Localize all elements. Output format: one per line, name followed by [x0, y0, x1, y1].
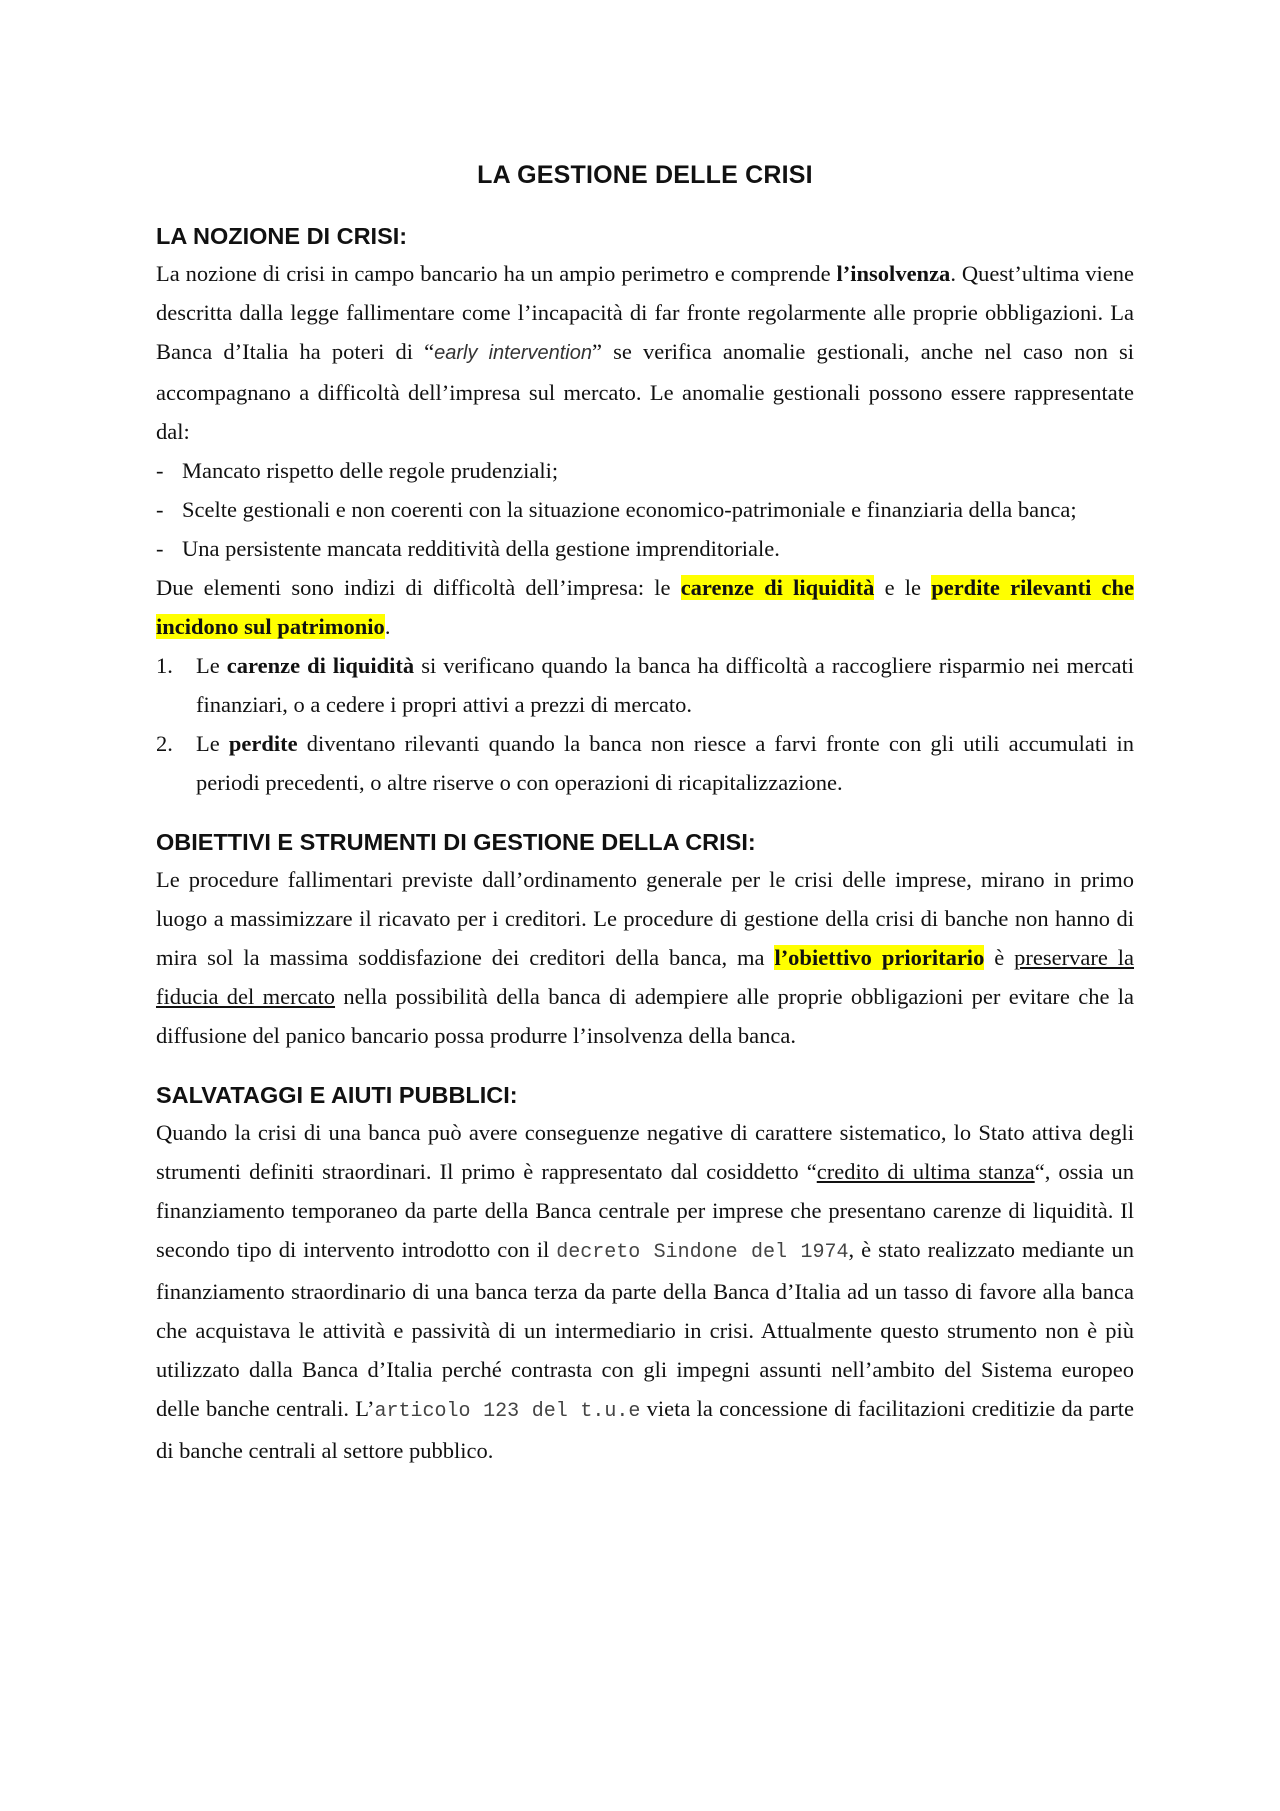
- text-run: ” se verifica anomalie gestionali, anche nel caso non si accompagnano a difficoltà dell’impresa sul mercato. Le anomalie gestionali possono essere rappresentate dal:: [156, 339, 1135, 444]
- numbered-item: [156, 724, 1134, 802]
- paragraph-indizi-difficolta: [156, 568, 1134, 646]
- list-item-text: Mancato rispetto delle regole prudenziali;: [182, 458, 559, 483]
- list-item-text: Scelte gestionali e non coerenti con la situazione economico-patrimoniale e finanziaria della banca;: [182, 497, 1077, 522]
- text-run: Due elementi sono indizi di difficoltà dell’impresa: le: [156, 575, 681, 600]
- text-run: . Quest’ultima viene descritta dalla legge fallimentare come l’incapacità di far fronte regolarmente alle proprie obbligazioni. La Banca d’Italia ha poteri di “: [156, 261, 1134, 364]
- item-number: 1.: [156, 653, 173, 678]
- list-item: [156, 451, 1134, 490]
- paragraph-obiettivi-strumenti: [156, 860, 1134, 1055]
- highlight-carenze-di-liquidita: carenze di liquidità: [680, 575, 875, 600]
- dash-bullet: -: [156, 536, 164, 561]
- paragraph-salvataggi-aiuti: [156, 1113, 1134, 1470]
- dash-bullet: -: [156, 497, 164, 522]
- highlight-perdite-rilevanti: perdite rilevanti che incidono sul patrimonio: [156, 575, 1135, 639]
- mono-articolo-123: articolo 123 del t.u.e: [374, 1400, 641, 1423]
- text-run: La nozione di crisi in campo bancario ha un ampio perimetro e comprende: [156, 261, 837, 286]
- section-heading-salvataggi-aiuti: SALVATAGGI E AIUTI PUBBLICI:: [156, 1082, 518, 1108]
- text-run: Le procedure fallimentari previste dall’ordinamento generale per le crisi delle imprese, mirano in primo luogo a massimizzare il ricavato per i creditori. Le procedure di gestione della crisi di banche non hanno di mira sol la massima soddisfazione dei creditori della banca, ma: [156, 867, 1134, 970]
- list-item-text: Una persistente mancata redditività della gestione imprenditoriale.: [182, 536, 780, 561]
- bold-term-insolvenza: l’insolvenza: [836, 261, 951, 286]
- text-run: è: [984, 945, 1015, 970]
- list-item: [156, 529, 1134, 568]
- text-run: .: [384, 614, 391, 639]
- paragraph-nozione-di-crisi: [156, 254, 1134, 451]
- mono-decreto-sindone: decreto Sindone del 1974: [556, 1241, 849, 1264]
- text-run: vieta la concessione di facilitazioni creditizie da parte di banche centrali al settore pubblico.: [156, 1396, 1135, 1463]
- bold-term: carenze di liquidità: [226, 653, 415, 678]
- indizi-numbered-list: [156, 646, 1134, 802]
- text-run: “, ossia un finanziamento temporaneo da parte della Banca centrale per imprese che presentano carenze di liquidità. Il secondo tipo di intervento introdotto con il: [156, 1159, 1134, 1262]
- document-title: LA GESTIONE DELLE CRISI: [477, 161, 813, 189]
- document-page: [156, 150, 1134, 1470]
- text-run: Le: [196, 653, 227, 678]
- bold-term: perdite: [228, 731, 298, 756]
- underline-preservare-fiducia: preservare la fiducia del mercato: [156, 945, 1135, 1009]
- text-run: , è stato realizzato mediante un finanziamento straordinario di una banca terza da parte della Banca d’Italia ad un tasso di favore alla banca che acquistava le attività e passività di un intermediario in crisi. Attualmente questo strumento non è più utilizzato dalla Banca d’Italia perché contrasta con gli impegni assunti nell’ambito del Sistema europeo delle banche centrali. L’: [156, 1237, 1134, 1421]
- italic-term-early-intervention: early intervention: [434, 342, 592, 364]
- text-run: diventano rilevanti quando la banca non riesce a farvi fronte con gli utili accumulati in periodi precedenti, o altre riserve o con operazioni di ricapitalizzazione.: [196, 731, 1134, 795]
- highlight-obiettivo-prioritario: l’obiettivo prioritario: [774, 945, 985, 970]
- text-run: Quando la crisi di una banca può avere conseguenze negative di carattere sistematico, lo Stato attiva degli strumenti definiti straordinari. Il primo è rappresentato dal cosiddetto “: [156, 1120, 1134, 1184]
- text-run: nella possibilità della banca di adempiere alle proprie obbligazioni per evitare che la diffusione del panico bancario possa produrre l’insolvenza della banca.: [156, 984, 1134, 1048]
- section-heading-obiettivi-strumenti: OBIETTIVI E STRUMENTI DI GESTIONE DELLA CRISI:: [156, 829, 756, 855]
- text-run: e le: [874, 575, 932, 600]
- list-item: [156, 490, 1134, 529]
- item-number: 2.: [156, 731, 173, 756]
- dash-bullet: -: [156, 458, 164, 483]
- text-run: si verificano quando la banca ha difficoltà a raccogliere risparmio nei mercati finanziari, o a cedere i propri attivi a prezzi di mercato.: [196, 653, 1135, 717]
- numbered-item: [156, 646, 1134, 724]
- section-heading-nozione-di-crisi: LA NOZIONE DI CRISI:: [156, 223, 408, 249]
- anomalie-list: [156, 451, 1134, 568]
- text-run: Le: [196, 731, 229, 756]
- underline-credito-ultima-stanza: credito di ultima stanza: [816, 1159, 1035, 1184]
